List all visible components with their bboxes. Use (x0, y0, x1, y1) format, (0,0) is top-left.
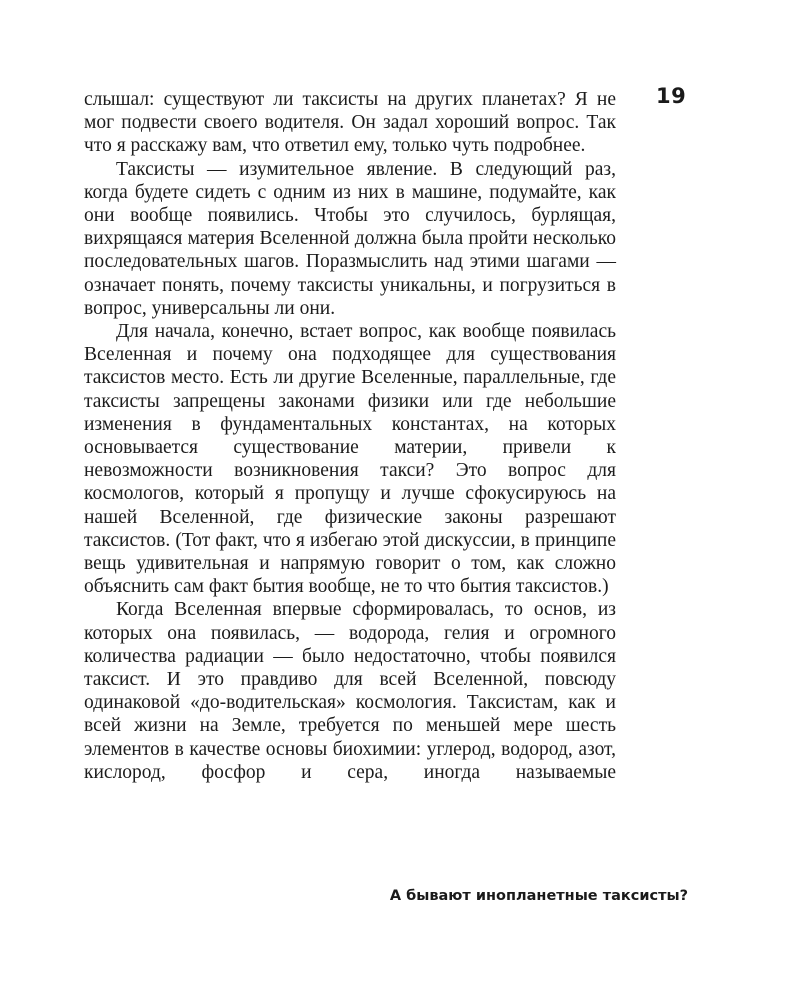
paragraph-1: слышал: существуют ли таксисты на других планетах? Я не мог подвести своего водителя. Он задал хороший вопрос. Так что я расскажу вам, что ответил ему, только чуть подробнее. (84, 89, 616, 157)
running-footer-title: А бывают инопланетные таксисты? (389, 888, 688, 904)
paragraph-4: Когда Вселенная впервые сформировалась, то основ, из которых она появилась, — водорода, гелия и огромного количества радиации — было недостаточно, чтобы появился таксист. И это правдиво для всей Вселенной, повсюду одинаковой «до-водительская» космология. Таксистам, как и всей жизни на Земле, требуется по меньшей мере шесть элементов в качестве основы биохимии: углерод, водород, азот, кислород, фосфор и сера, иногда называемые (84, 599, 616, 783)
paragraph-2: Таксисты — изумительное явление. В следующий раз, когда будете сидеть с одним из них в машине, подумайте, как они вообще появились. Чтобы это случилось, бурлящая, вихрящаяся материя Вселенной должна была пройти несколько последовательных шагов. Поразмыслить над этими шагами — означает понять, почему таксисты уникальны, и погрузиться в вопрос, универсальны ли они. (84, 158, 616, 319)
paragraph-3: Для начала, конечно, встает вопрос, как вообще появилась Вселенная и почему она подходящее для существования таксистов место. Есть ли другие Вселенные, параллельные, где таксисты запрещены законами физики или где небольшие изменения в фундаментальных константах, на которых основывается существование материи, привели к невозможности возникновения такси? Это вопрос для космологов, который я пропущу и лучше сфокусируюсь на нашей Вселенной, где физические законы разрешают таксистов. (Тот факт, что я избегаю этой дискуссии, в принципе вещь удивительная и напрямую говорит о том, как сложно объяснить сам факт бытия вообще, не то что бытия таксистов.) (84, 321, 616, 598)
page-number: 19 (656, 84, 687, 108)
body-text (84, 88, 616, 784)
